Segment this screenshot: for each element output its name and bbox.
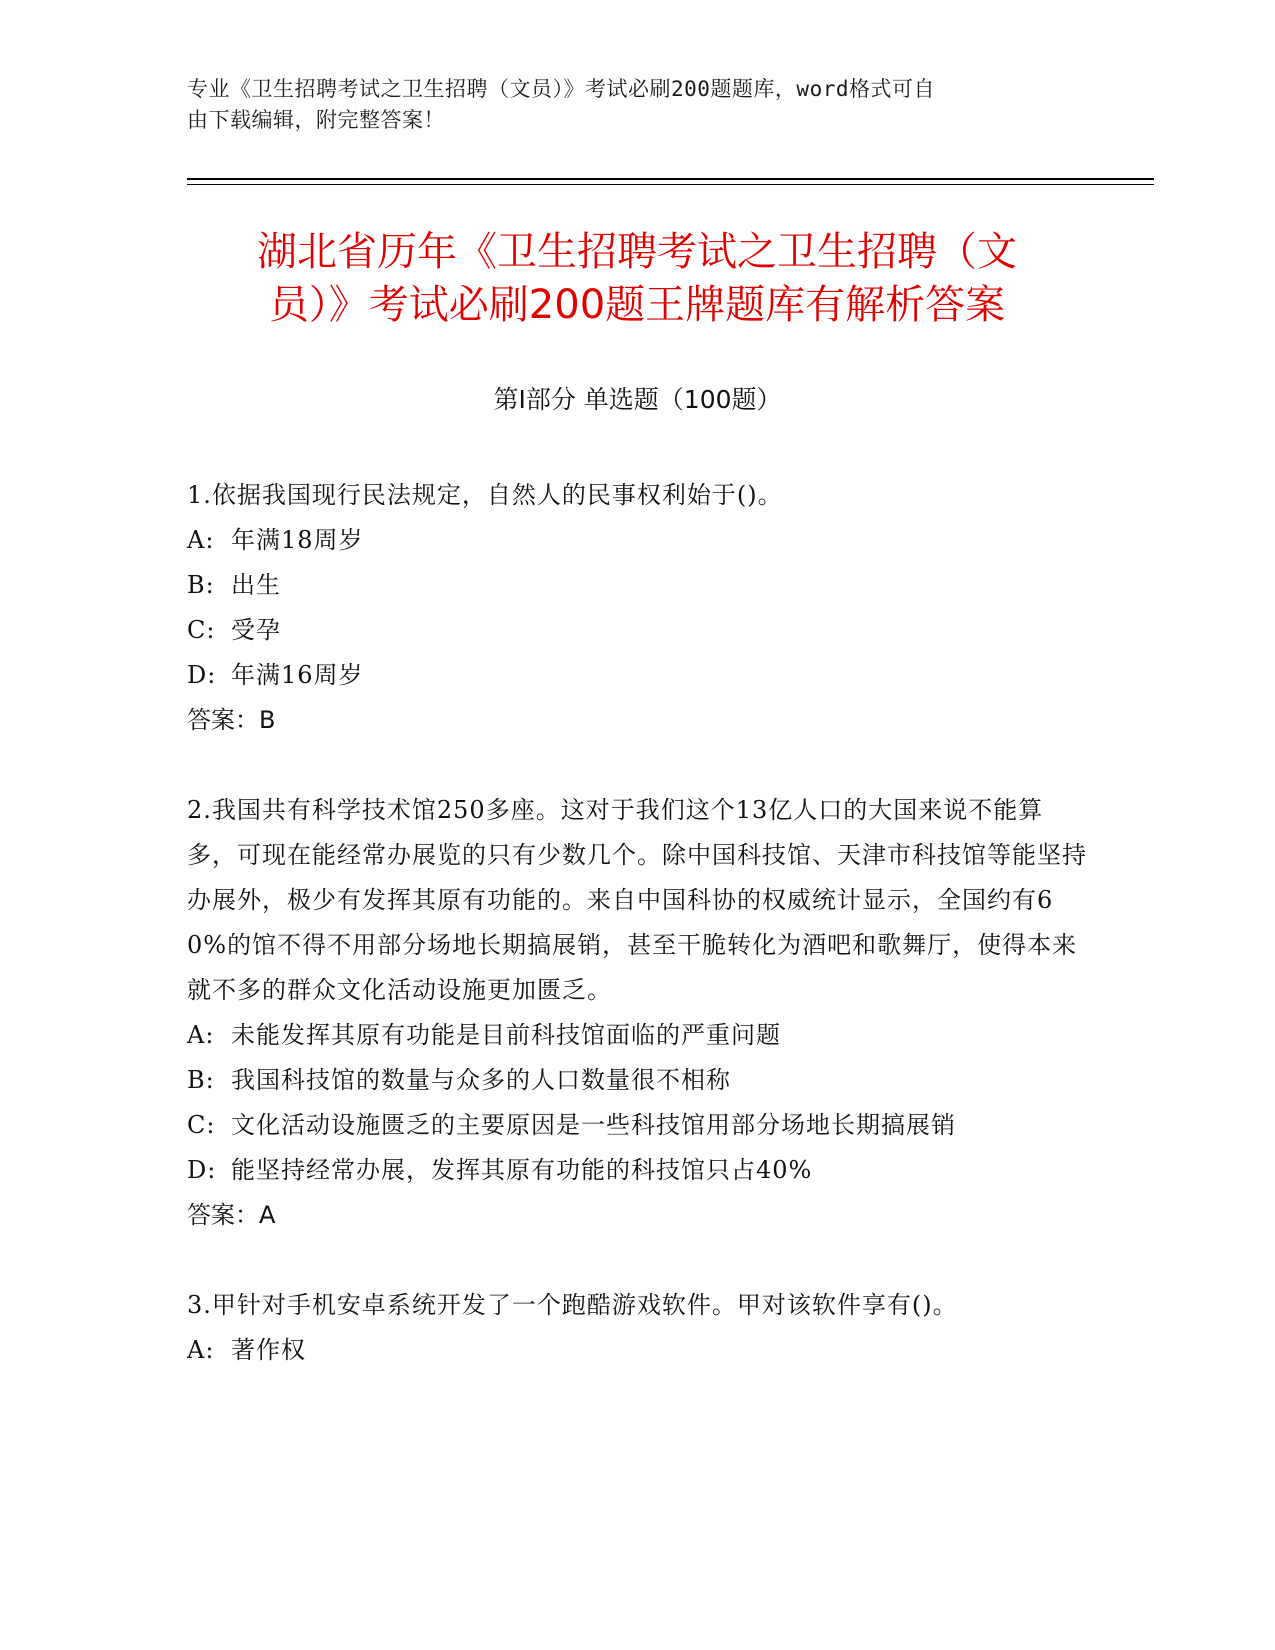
option-a [187,518,1092,563]
document-title-line-1: 湖北省历年《卫生招聘考试之卫生招聘（文 [257,229,1017,275]
option-letter: A: [187,1336,215,1364]
option-b [187,1058,1092,1103]
option-c [187,1103,1092,1148]
header-divider-thick [187,178,1154,180]
option-d [187,653,1092,698]
option-b [187,563,1092,608]
question-stem: 3.甲针对手机安卓系统开发了一个跑酷游戏软件。甲对该软件享有()。 [187,1291,958,1319]
answer-label: 答案：A [187,1201,276,1229]
option-letter: D: [187,1156,217,1184]
header-note-line-1: 专业《卫生招聘考试之卫生招聘（文员）》考试必刷200题题库，word格式可自 [187,77,935,101]
option-text: 文化活动设施匮乏的主要原因是一些科技馆用部分场地长期搞展销 [231,1111,956,1139]
option-c [187,608,1092,653]
option-letter: D: [187,661,217,689]
document-title [187,226,1087,332]
option-text: 年满18周岁 [231,526,364,554]
header-note [187,74,1077,136]
document-title-line-2: 员）》考试必刷200题王牌题库有解析答案 [268,282,1006,328]
option-text: 著作权 [231,1336,306,1364]
option-text: 未能发挥其原有功能是目前科技馆面临的严重问题 [231,1021,781,1049]
answer-label: 答案：B [187,706,276,734]
question-stem: 2.我国共有科学技术馆250多座。这对于我们这个13亿人口的大国来说不能算多，可现在能经常办展览的只有少数几个。除中国科技馆、天津市科技馆等能坚持办展外，极少有发挥其原有功能的。来自中国科协的权威统计显示，全国约有60%的馆不得不用部分场地长期搞展销，甚至干脆转化为酒吧和歌舞厅，使得本来就不多的群众文化活动设施更加匮乏。 [187,796,1087,1004]
option-letter: B: [187,571,215,599]
option-letter: A: [187,526,215,554]
option-text: 受孕 [231,616,281,644]
option-text: 能坚持经常办展，发挥其原有功能的科技馆只占40% [231,1156,813,1184]
question-3 [187,1283,1092,1373]
option-text: 我国科技馆的数量与众多的人口数量很不相称 [231,1066,731,1094]
option-text: 出生 [231,571,281,599]
option-letter: B: [187,1066,215,1094]
option-a [187,1013,1092,1058]
question-stem: 1.依据我国现行民法规定，自然人的民事权利始于()。 [187,481,783,509]
option-letter: C: [187,1111,216,1139]
question-list [187,473,1092,1418]
option-text: 年满16周岁 [231,661,364,689]
question-1 [187,473,1092,743]
option-d [187,1148,1092,1193]
option-a [187,1328,1092,1373]
option-letter: A: [187,1021,215,1049]
header-divider-thin [187,184,1154,185]
option-letter: C: [187,616,216,644]
question-2 [187,788,1092,1238]
header-note-line-2: 由下载编辑，附完整答案！ [187,108,445,132]
section-title: 第Ⅰ部分 单选题（100题） [493,385,782,414]
